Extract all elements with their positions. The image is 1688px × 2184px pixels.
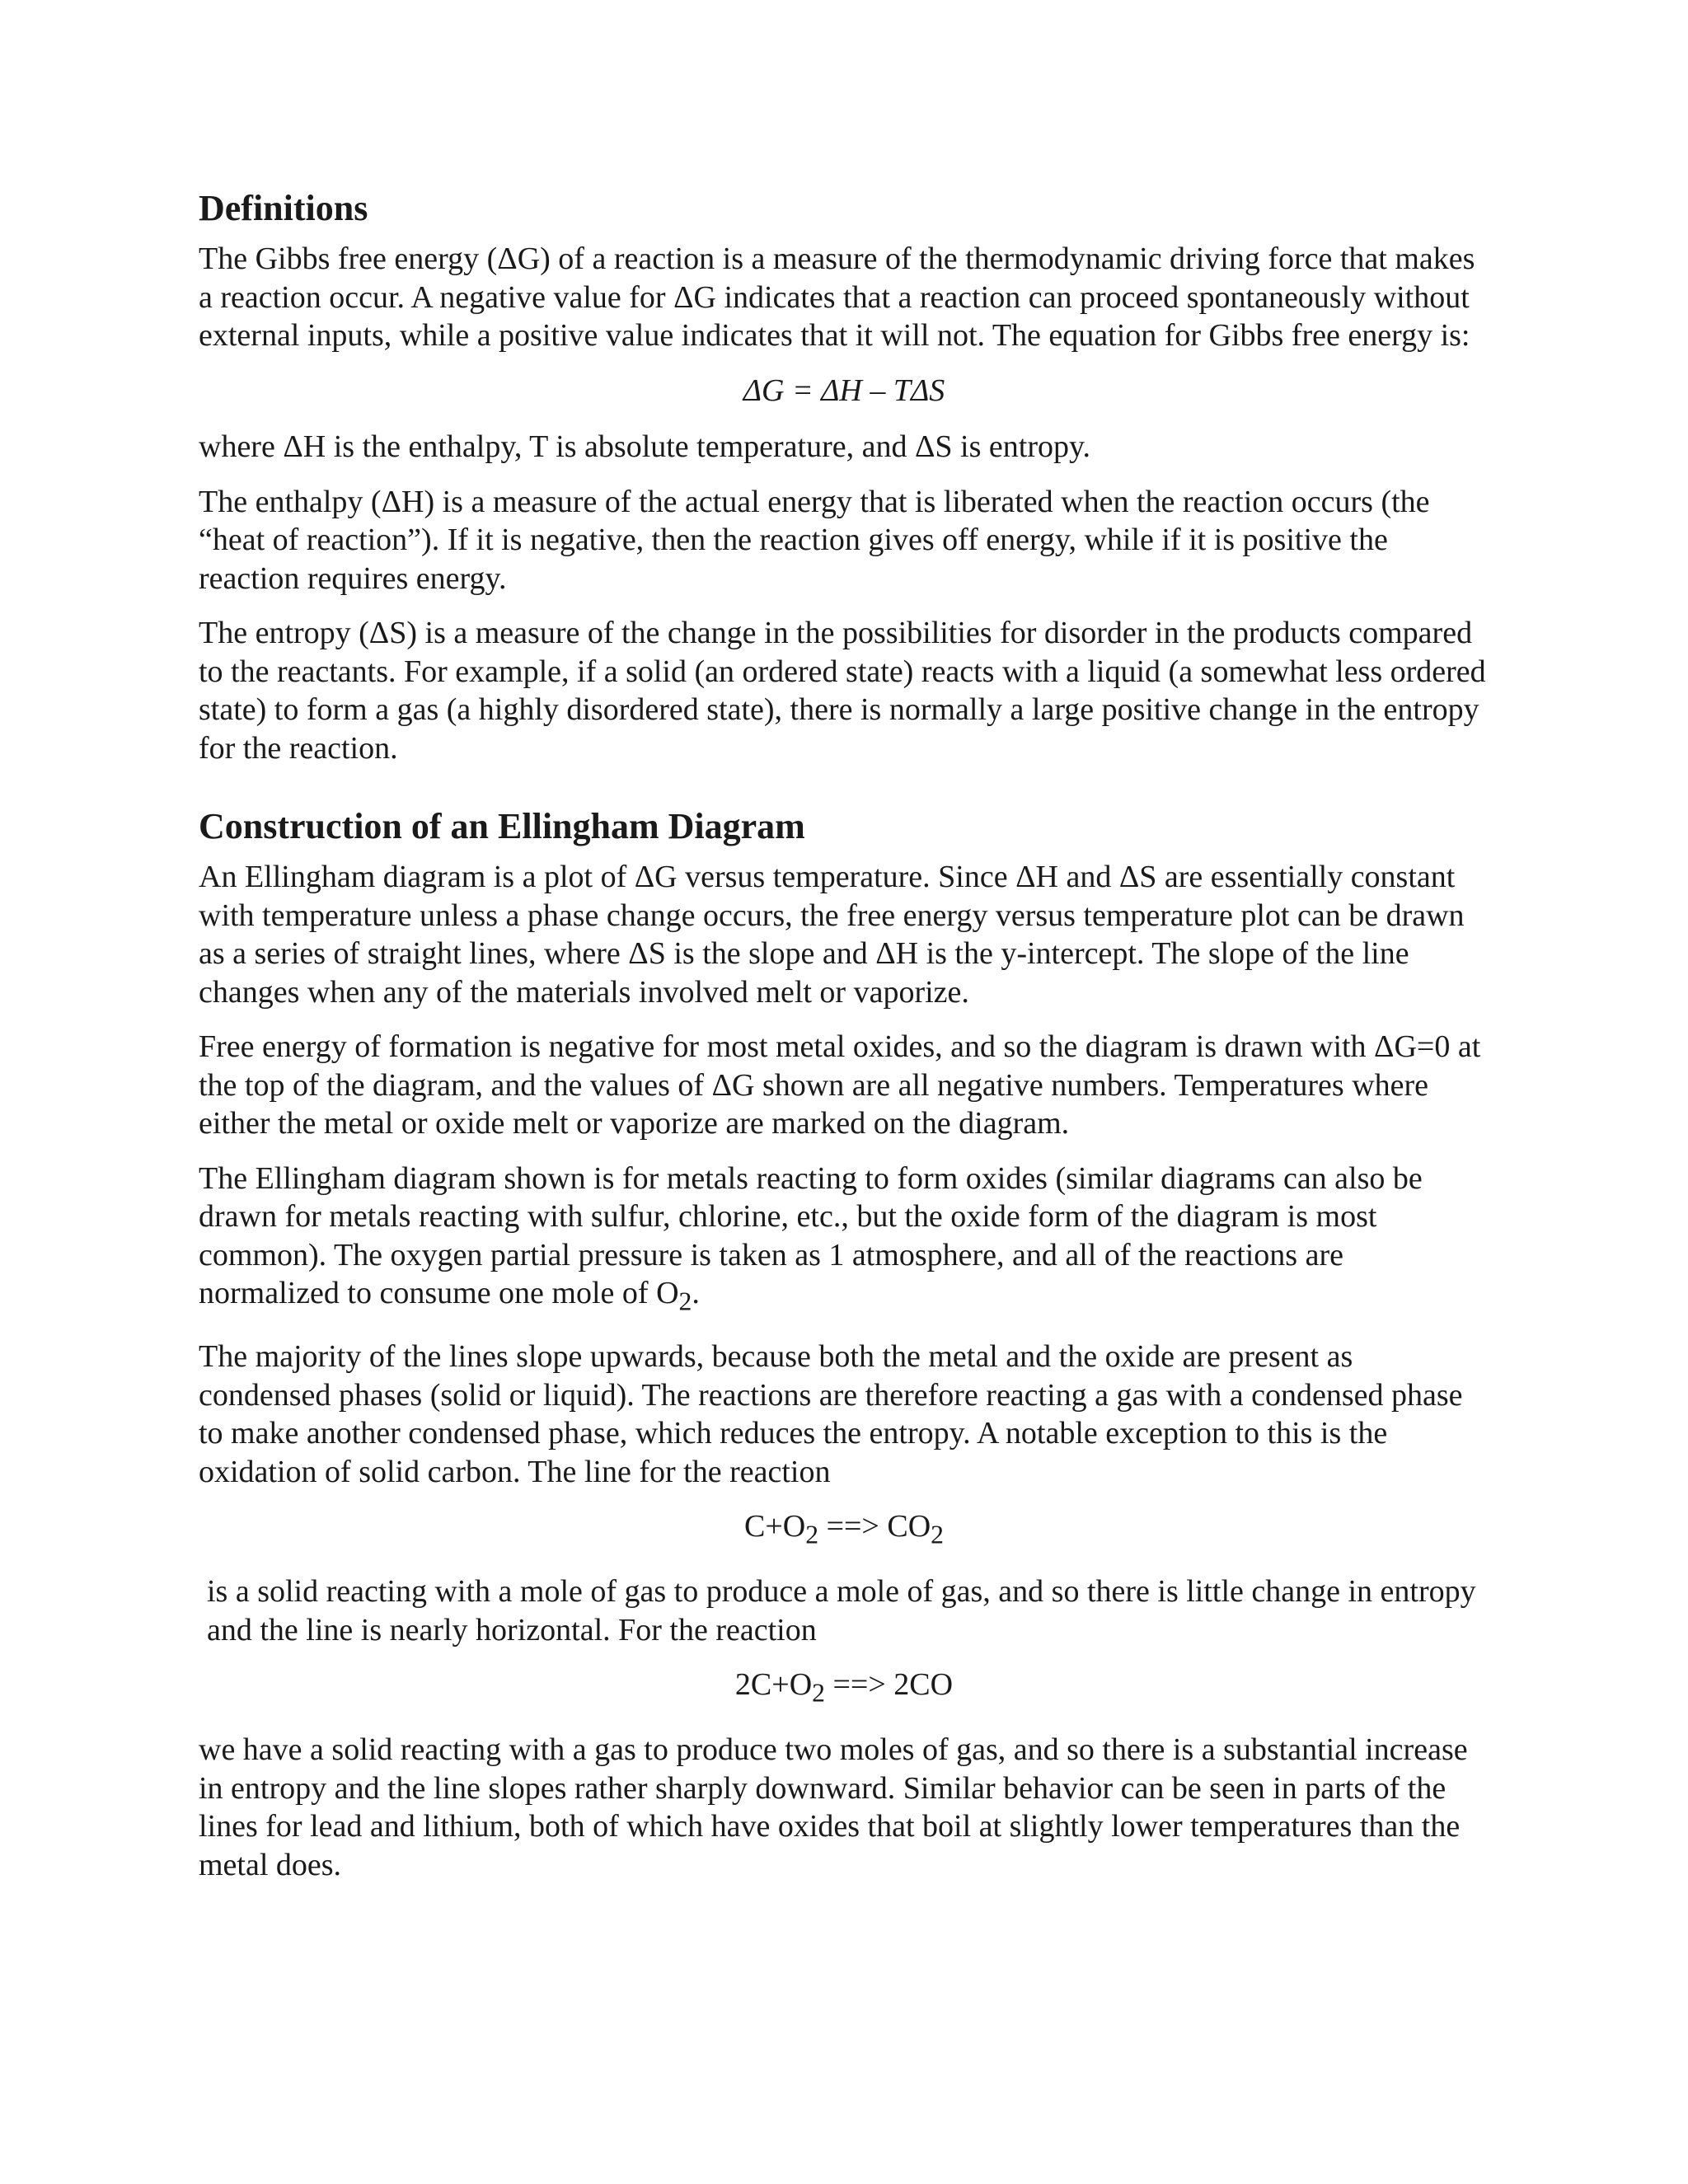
reaction1-right: ==> CO <box>818 1509 931 1544</box>
oxides-period: . <box>692 1276 700 1310</box>
paragraph-horizontal: is a solid reacting with a mole of gas to produce a mole of gas, and so there is little change in entropy and the line is nearly horizontal. For the reaction <box>207 1574 1476 1647</box>
oxides-text: The Ellingham diagram shown is for metals reacting to form oxides (similar diagrams can also be drawn for metals reacting with sulfur, chlorine, etc., but the oxide form of the diagram is most common). The oxygen partial pressure is taken as 1 atmosphere, and all of the reactions are normalized to consume one mole of O <box>199 1160 1423 1310</box>
reaction2-right: ==> 2CO <box>824 1667 954 1703</box>
reaction-2c-2co <box>199 1666 1489 1713</box>
paragraph-enthalpy: The enthalpy (ΔH) is a measure of the actual energy that is liberated when the reaction occurs (the “heat of reaction”). If it is negative, then the reaction gives off energy, while if it is positive the reaction requires energy. <box>199 484 1430 596</box>
paragraph-entropy: The entropy (ΔS) is a measure of the change in the possibilities for disorder in the products compared to the reactants. For example, if a solid (an ordered state) reacts with a liquid (a somewhat less ordered state) to form a gas (a highly disordered state), there is normally a large positive change in the entropy for the reaction. <box>199 616 1486 766</box>
heading-definitions: Definitions <box>199 188 368 228</box>
oxides-subscript: 2 <box>678 1286 692 1316</box>
paragraph-ellingham-intro: An Ellingham diagram is a plot of ΔG versus temperature. Since ΔH and ΔS are essentially constant with temperature unless a phase change occurs, the free energy versus temperature plot can be drawn as a series of straight lines, where ΔS is the slope and ΔH is the y-intercept. The slope of the line changes when any of the materials involved melt or vaporize. <box>199 860 1465 1010</box>
paragraph-oxides <box>199 1160 1489 1322</box>
reaction2-left: 2C+O <box>734 1667 813 1703</box>
reaction1-left: C+O <box>744 1509 806 1544</box>
equation-gibbs: ΔG = ΔH – TΔS <box>743 373 945 408</box>
paragraph-free-energy: Free energy of formation is negative for most metal oxides, and so the diagram is drawn with ΔG=0 at the top of the diagram, and the values of ΔG shown are all negative numbers. Temperatures where either the metal or oxide melt or vaporize are marked on the diagram. <box>199 1029 1481 1141</box>
document-page <box>199 185 1489 1900</box>
heading-construction: Construction of an Ellingham Diagram <box>199 806 805 846</box>
paragraph-where: where ΔH is the enthalpy, T is absolute temperature, and ΔS is entropy. <box>199 429 1091 464</box>
reaction1-left-sub: 2 <box>805 1520 819 1549</box>
paragraph-downward: we have a solid reacting with a gas to produce two moles of gas, and so there is a substantial increase in entropy and the line slopes rather sharply downward. Similar behavior can be seen in parts of the lines for lead and lithium, both of which have oxides that boil at slightly lower temperatures than the metal does. <box>199 1732 1468 1882</box>
paragraph-gibbs: The Gibbs free energy (ΔG) of a reaction is a measure of the thermodynamic driving force that makes a reaction occur. A negative value for ΔG indicates that a reaction can proceed spontaneously without external inputs, while a positive value indicates that it will not. The equation for Gibbs free energy is: <box>199 241 1475 353</box>
reaction1-right-sub: 2 <box>931 1520 944 1549</box>
reaction-c-co2 <box>199 1507 1489 1554</box>
reaction2-left-sub: 2 <box>812 1678 825 1708</box>
paragraph-slopes: The majority of the lines slope upwards, because both the metal and the oxide are present as condensed phases (solid or liquid). The reactions are therefore reacting a gas with a condensed phase to make another condensed phase, which reduces the entropy. A notable exception to this is the oxidation of solid carbon. The line for the reaction <box>199 1339 1463 1489</box>
